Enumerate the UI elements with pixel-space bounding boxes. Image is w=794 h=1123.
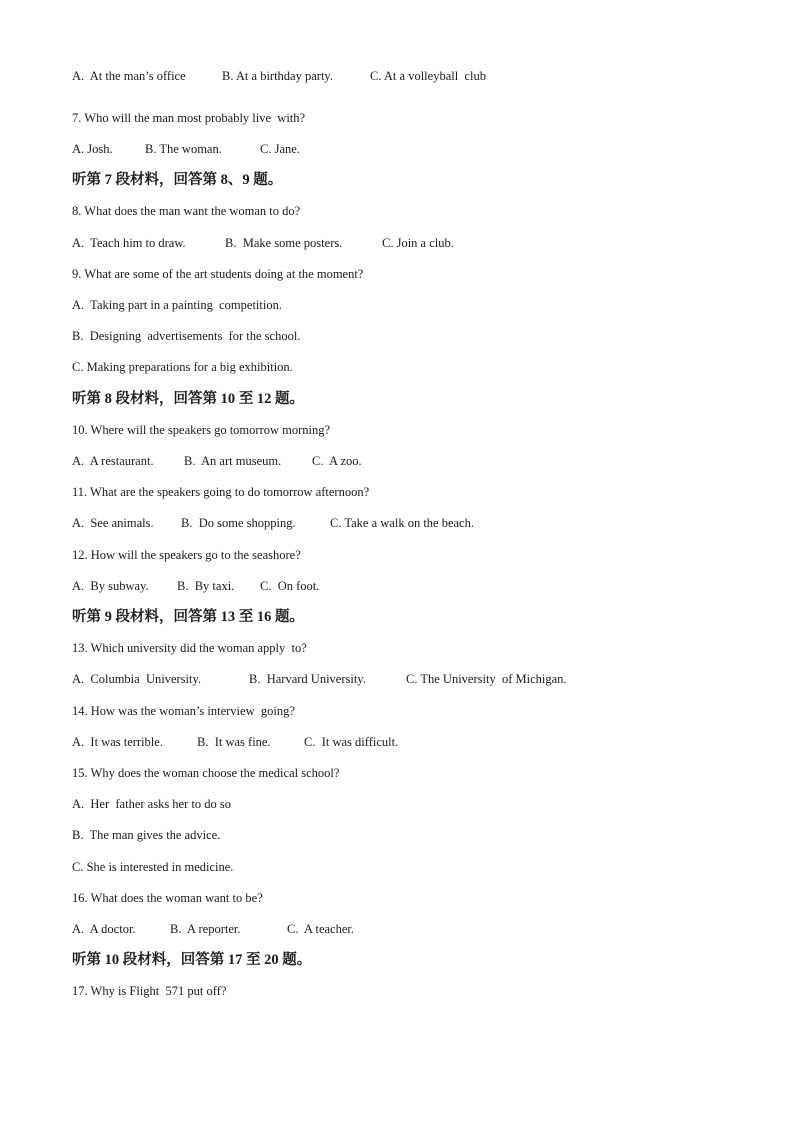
q8-question: 8. What does the man want the woman to do?	[72, 204, 301, 218]
section-8-heading: 听第 8 段材料，回答第 10 至 12 题。	[72, 391, 304, 407]
q15-option-a: A. Her father asks her to do so	[72, 797, 231, 811]
q16-question: 16. What does the woman want to be?	[72, 891, 263, 905]
q6-option-a: A. At the man’s office	[72, 69, 186, 83]
q13-option-b: B. Harvard University.	[249, 672, 366, 686]
q12-option-b: B. By taxi.	[177, 579, 235, 593]
q15-question: 15. Why does the woman choose the medical school?	[72, 766, 340, 780]
q6-option-b: B. At a birthday party.	[222, 69, 333, 83]
q13-option-a: A. Columbia University.	[72, 672, 202, 686]
q7-question: 7. Who will the man most probably live with?	[72, 111, 306, 125]
q6-option-c: C. At a volleyball club	[370, 69, 486, 83]
q7-option-a: A. Josh.	[72, 142, 113, 156]
q14-option-c: C. It was difficult.	[304, 735, 399, 749]
q11-option-c: C. Take a walk on the beach.	[330, 516, 474, 530]
q11-question: 11. What are the speakers going to do tomorrow afternoon?	[72, 485, 370, 499]
q16-option-c: C. A teacher.	[287, 922, 354, 936]
q8-option-c: C. Join a club.	[382, 236, 454, 250]
q8-option-a: A. Teach him to draw.	[72, 236, 186, 250]
q12-option-c: C. On foot.	[260, 579, 320, 593]
q15-option-b: B. The man gives the advice.	[72, 828, 221, 842]
q13-question: 13. Which university did the woman apply to?	[72, 641, 307, 655]
q14-option-b: B. It was fine.	[197, 735, 271, 749]
q9-option-a: A. Taking part in a painting competition.	[72, 298, 282, 312]
q11-option-b: B. Do some shopping.	[181, 516, 296, 530]
q12-option-a: A. By subway.	[72, 579, 149, 593]
q7-option-b: B. The woman.	[145, 142, 222, 156]
q14-question: 14. How was the woman’s interview going?	[72, 704, 295, 718]
q9-option-c: C. Making preparations for a big exhibition.	[72, 360, 293, 374]
q9-question: 9. What are some of the art students doing at the moment?	[72, 267, 364, 281]
q8-option-b: B. Make some posters.	[225, 236, 343, 250]
q10-option-c: C. A zoo.	[312, 454, 362, 468]
q14-option-a: A. It was terrible.	[72, 735, 163, 749]
section-7-heading: 听第 7 段材料，回答第 8、9 题。	[72, 172, 283, 188]
q17-question: 17. Why is Flight 571 put off?	[72, 984, 227, 998]
q15-option-c: C. She is interested in medicine.	[72, 860, 234, 874]
q10-option-a: A. A restaurant.	[72, 454, 154, 468]
q9-option-b: B. Designing advertisements for the school.	[72, 329, 301, 343]
q11-option-a: A. See animals.	[72, 516, 154, 530]
q10-option-b: B. An art museum.	[184, 454, 282, 468]
section-9-heading: 听第 9 段材料，回答第 13 至 16 题。	[72, 609, 304, 625]
section-10-heading: 听第 10 段材料，回答第 17 至 20 题。	[72, 952, 312, 968]
q16-option-a: A. A doctor.	[72, 922, 136, 936]
q7-option-c: C. Jane.	[260, 142, 300, 156]
q16-option-b: B. A reporter.	[170, 922, 241, 936]
q13-option-c: C. The University of Michigan.	[406, 672, 567, 686]
q10-question: 10. Where will the speakers go tomorrow morning?	[72, 423, 331, 437]
q12-question: 12. How will the speakers go to the seashore?	[72, 548, 301, 562]
